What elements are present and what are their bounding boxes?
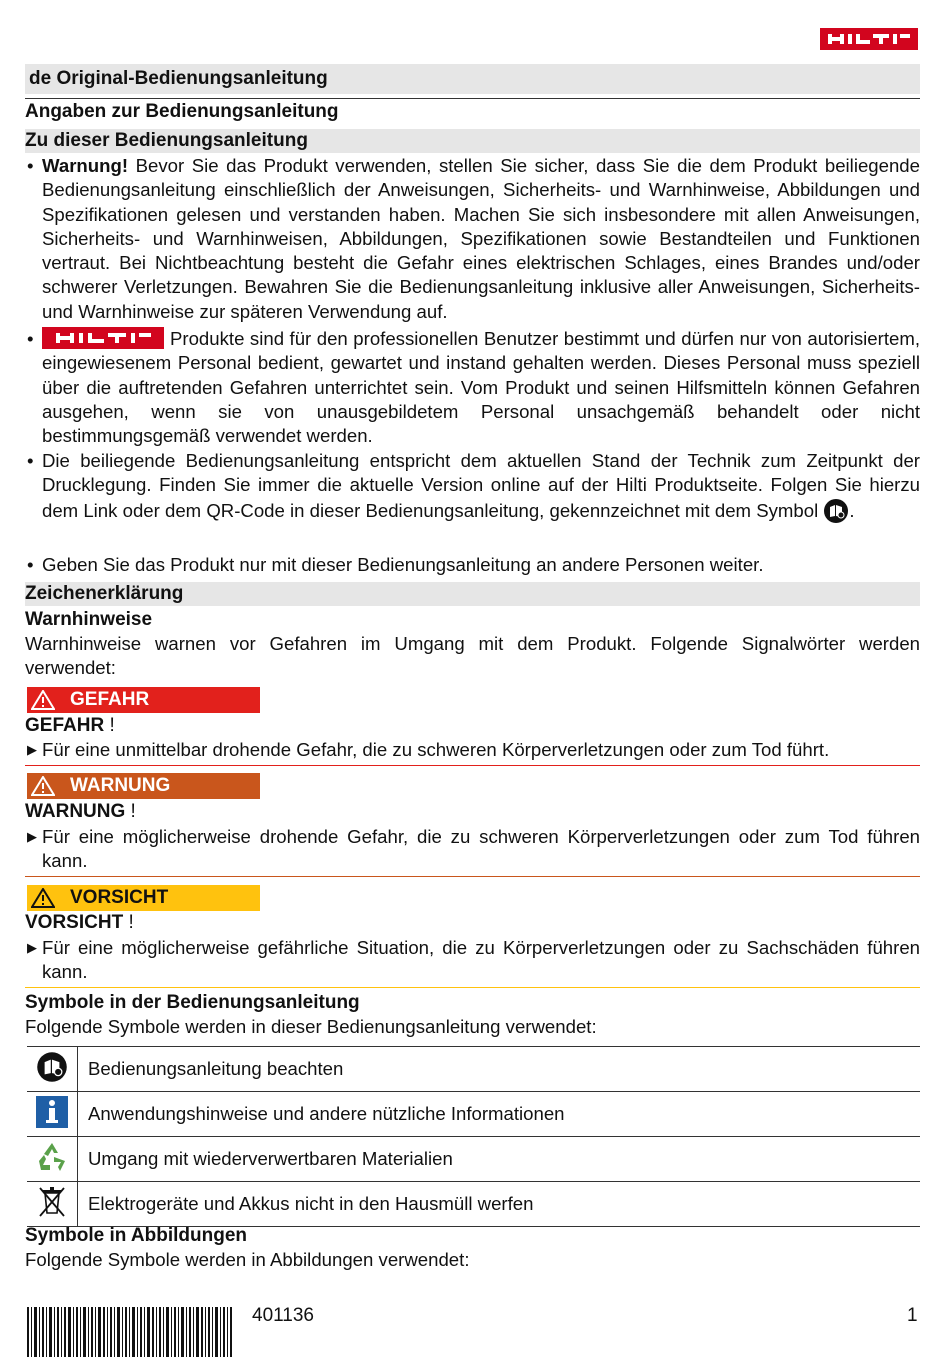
hilti-logo	[820, 28, 918, 50]
symbols-figures-intro: Folgende Symbole werden in Abbildungen verwendet:	[25, 1249, 470, 1270]
warning-heading-text: WARNUNG	[25, 801, 126, 822]
danger-heading-text: GEFAHR	[25, 715, 105, 736]
list-item	[25, 449, 920, 524]
symbol-cell	[27, 1182, 78, 1227]
danger-divider	[25, 765, 920, 766]
symbols-manual-heading: Symbole in der Bedienungsanleitung	[25, 992, 360, 1013]
exclamation: !	[104, 715, 115, 736]
list-item	[25, 327, 920, 448]
barcode	[27, 1307, 232, 1357]
danger-text: Für eine unmittelbar drohende Gefahr, die zu schweren Körperverletzungen oder zum Tod führt.	[42, 739, 830, 760]
exclamation: !	[123, 912, 134, 933]
danger-description	[25, 738, 920, 762]
warning-heading	[25, 800, 136, 824]
caution-label: VORSICHT	[70, 887, 169, 908]
list-item-text: Produkte sind für den professionellen Benutzer bestimmt und dürfen nur von autorisiertem, eingewiesenem Personal bedient, gewartet und instand gehalten werden. Dieses Personal muss speziell über die auftretenden Gefahren unterrichtet sein. Vom Produkt und seinen Hilfsmitteln können Gefahren ausgehen, wenn sie von unausgebildetem Personal unsachgemäß behandelt oder nicht bestimmungsgemäß verwendet werden.	[42, 328, 920, 447]
symbols-figures-heading: Symbole in Abbildungen	[25, 1225, 248, 1246]
warning-triangle-icon	[31, 690, 55, 710]
symbol-description: Umgang mit wiederverwertbaren Materialien	[78, 1137, 921, 1182]
table-row	[27, 1047, 920, 1092]
danger-label: GEFAHR	[70, 689, 150, 710]
list-item	[25, 154, 920, 324]
manual-icon	[823, 498, 849, 524]
warning-label: Warnung!	[42, 155, 129, 176]
list-item-text: Geben Sie das Produkt nur mit dieser Bedienungsanleitung an andere Personen weiter.	[42, 554, 764, 575]
danger-heading	[25, 714, 115, 738]
caution-text: Für eine möglicherweise gefährliche Situation, die zu Körperverletzungen oder zu Sachschäden führen kann.	[42, 937, 920, 983]
caution-heading	[25, 911, 134, 935]
warning-label: WARNUNG	[70, 775, 171, 796]
warning-triangle-icon	[31, 776, 55, 796]
symbol-cell	[27, 1092, 78, 1137]
table-row	[27, 1092, 920, 1137]
page-number: 1	[907, 1305, 918, 1326]
section-title: Angaben zur Bedienungsanleitung	[25, 101, 339, 122]
warning-divider	[25, 876, 920, 877]
list-item	[25, 553, 920, 577]
caution-description	[25, 936, 920, 985]
recycle-icon	[35, 1141, 69, 1173]
caution-divider	[25, 987, 920, 988]
symbols-table	[27, 1046, 920, 1227]
list-item-text: Bevor Sie das Produkt verwenden, stellen Sie sicher, dass Sie die dem Produkt beiliegende Bedienungsanleitung einschließlich der Anweisungen, Sicherheits- und Warnhinweise, Abbildungen und Spezifikationen gelesen und verstanden haben. Machen Sie sich insbesondere mit allen Anweisungen, Sicherheits- und Warnhinweisen, Abbildungen, Spezifikationen sowie Bestandteilen und Funktionen vertraut. Bei Nichtbeachtung besteht die Gefahr eines elektrischen Schlages, eines Brandes und/oder schwerer Verletzungen. Bewahren Sie die Bedienungsanleitung inklusive aller Anweisungen, Sicherheits- und Warnhinweise zur späteren Verwendung auf.	[42, 155, 920, 322]
info-icon	[36, 1096, 68, 1128]
warning-description	[25, 825, 920, 874]
symbols-manual-intro: Folgende Symbole werden in dieser Bedienungsanleitung verwendet:	[25, 1016, 597, 1037]
weee-bin-icon	[37, 1185, 67, 1219]
subsection-title: Zu dieser Bedienungsanleitung	[25, 129, 920, 153]
warning-signal-box	[27, 773, 260, 799]
arrow-icon: ▶	[27, 940, 37, 955]
divider	[25, 98, 920, 99]
exclamation: !	[125, 801, 136, 822]
bullet-dot: •	[27, 554, 34, 575]
symbol-description: Bedienungsanleitung beachten	[78, 1047, 921, 1092]
symbol-description: Anwendungshinweise und andere nützliche Informationen	[78, 1092, 921, 1137]
document-title: de Original-Bedienungsanleitung	[25, 64, 920, 94]
caution-signal-box	[27, 885, 260, 911]
symbol-description: Elektrogeräte und Akkus nicht in den Hausmüll werfen	[78, 1182, 921, 1227]
warnings-heading: Warnhinweise	[25, 609, 153, 630]
bullet-dot: •	[27, 450, 34, 471]
manual-icon	[36, 1051, 68, 1083]
warning-triangle-icon	[31, 888, 55, 908]
bullet-dot: •	[27, 155, 34, 176]
hilti-logo-inline	[42, 327, 164, 349]
warnings-intro: Warnhinweise warnen vor Gefahren im Umgang mit dem Produkt. Folgende Signalwörter werden verwendet:	[25, 633, 920, 679]
table-row	[27, 1182, 920, 1227]
danger-signal-box	[27, 687, 260, 713]
table-row	[27, 1137, 920, 1182]
warning-text: Für eine möglicherweise drohende Gefahr, die zu schweren Körperverletzungen oder zum Tod führen kann.	[42, 826, 920, 872]
symbol-cell	[27, 1137, 78, 1182]
sentence-end: .	[849, 499, 855, 521]
list-item-text: Die beiliegende Bedienungsanleitung entspricht dem aktuellen Stand der Technik zum Zeitpunkt der Drucklegung. Finden Sie immer die aktuelle Version online auf der Hilti Produktseite. Folgen Sie hierzu dem Link oder dem QR-Code in dieser Bedienungsanleitung, gekennzeichnet mit dem Symbol	[42, 450, 920, 521]
document-code: 401136	[252, 1305, 314, 1326]
arrow-icon: ▶	[27, 829, 37, 844]
caution-heading-text: VORSICHT	[25, 912, 124, 933]
arrow-icon: ▶	[27, 742, 37, 757]
symbol-cell	[27, 1047, 78, 1092]
subsection-title: Zeichenerklärung	[25, 582, 920, 606]
bullet-dot: •	[27, 328, 34, 349]
